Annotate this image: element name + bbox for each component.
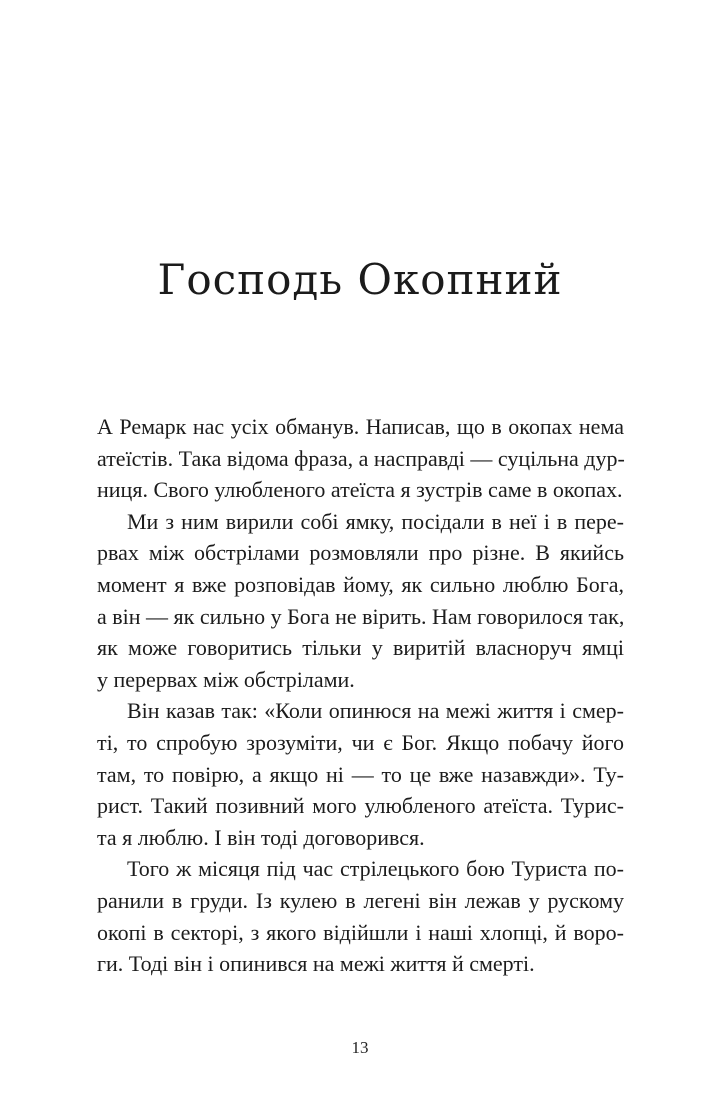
text-line: А Ремарк нас усіх обманув. Написав, що в окопах нема [97, 414, 624, 439]
paragraph [97, 853, 624, 979]
paragraph [97, 411, 624, 506]
text-line: атеїстів. Така відома фраза, а насправді — суцільна дур- [97, 445, 625, 471]
chapter-title: Господь Окопний [157, 255, 563, 304]
text-line: у перервах між обстрілами. [97, 666, 355, 692]
paragraph [97, 506, 624, 696]
page-number: 13 [351, 1038, 369, 1057]
text-line: рист. Такий позивний мого улюбленого атеїста. Турис- [97, 793, 624, 819]
text-line: ті, то спробую зрозуміти, чи є Бог. Якщо побачу його [97, 729, 624, 755]
text-line: як може говоритись тільки у виритій власноруч ямці [97, 635, 624, 661]
paragraph [97, 695, 624, 853]
text-line: момент я вже розповідав йому, як сильно люблю Бога, [97, 571, 624, 597]
text-line: а він — як сильно у Бога не вірить. Нам говорилося так, [97, 603, 625, 629]
text-line: там, то повірю, а якщо ні — то це вже назавжди». Ту- [97, 761, 624, 787]
text-line: ги. Тоді він і опинився на межі життя й смерті. [97, 951, 535, 977]
text-line: Того ж місяця під час стрілецького бою Туриста по- [127, 856, 624, 882]
text-line: рвах між обстрілами розмовляли про різне. В якийсь [97, 540, 624, 566]
body-text [97, 411, 624, 980]
text-line: Ми з ним вирили собі ямку, посідали в неї і в пере- [127, 508, 624, 534]
text-line: та я люблю. І він тоді договорився. [97, 824, 425, 850]
text-line: ниця. Свого улюбленого атеїста я зустрів саме в окопах. [97, 477, 623, 503]
text-line: Він казав так: «Коли опинюся на межі життя і смер- [127, 698, 624, 724]
text-line: ранили в груди. Із кулею в легені він лежав у рускому [97, 887, 624, 913]
text-line: окопі в секторі, з якого відійшли і наші хлопці, й воро- [97, 919, 624, 945]
